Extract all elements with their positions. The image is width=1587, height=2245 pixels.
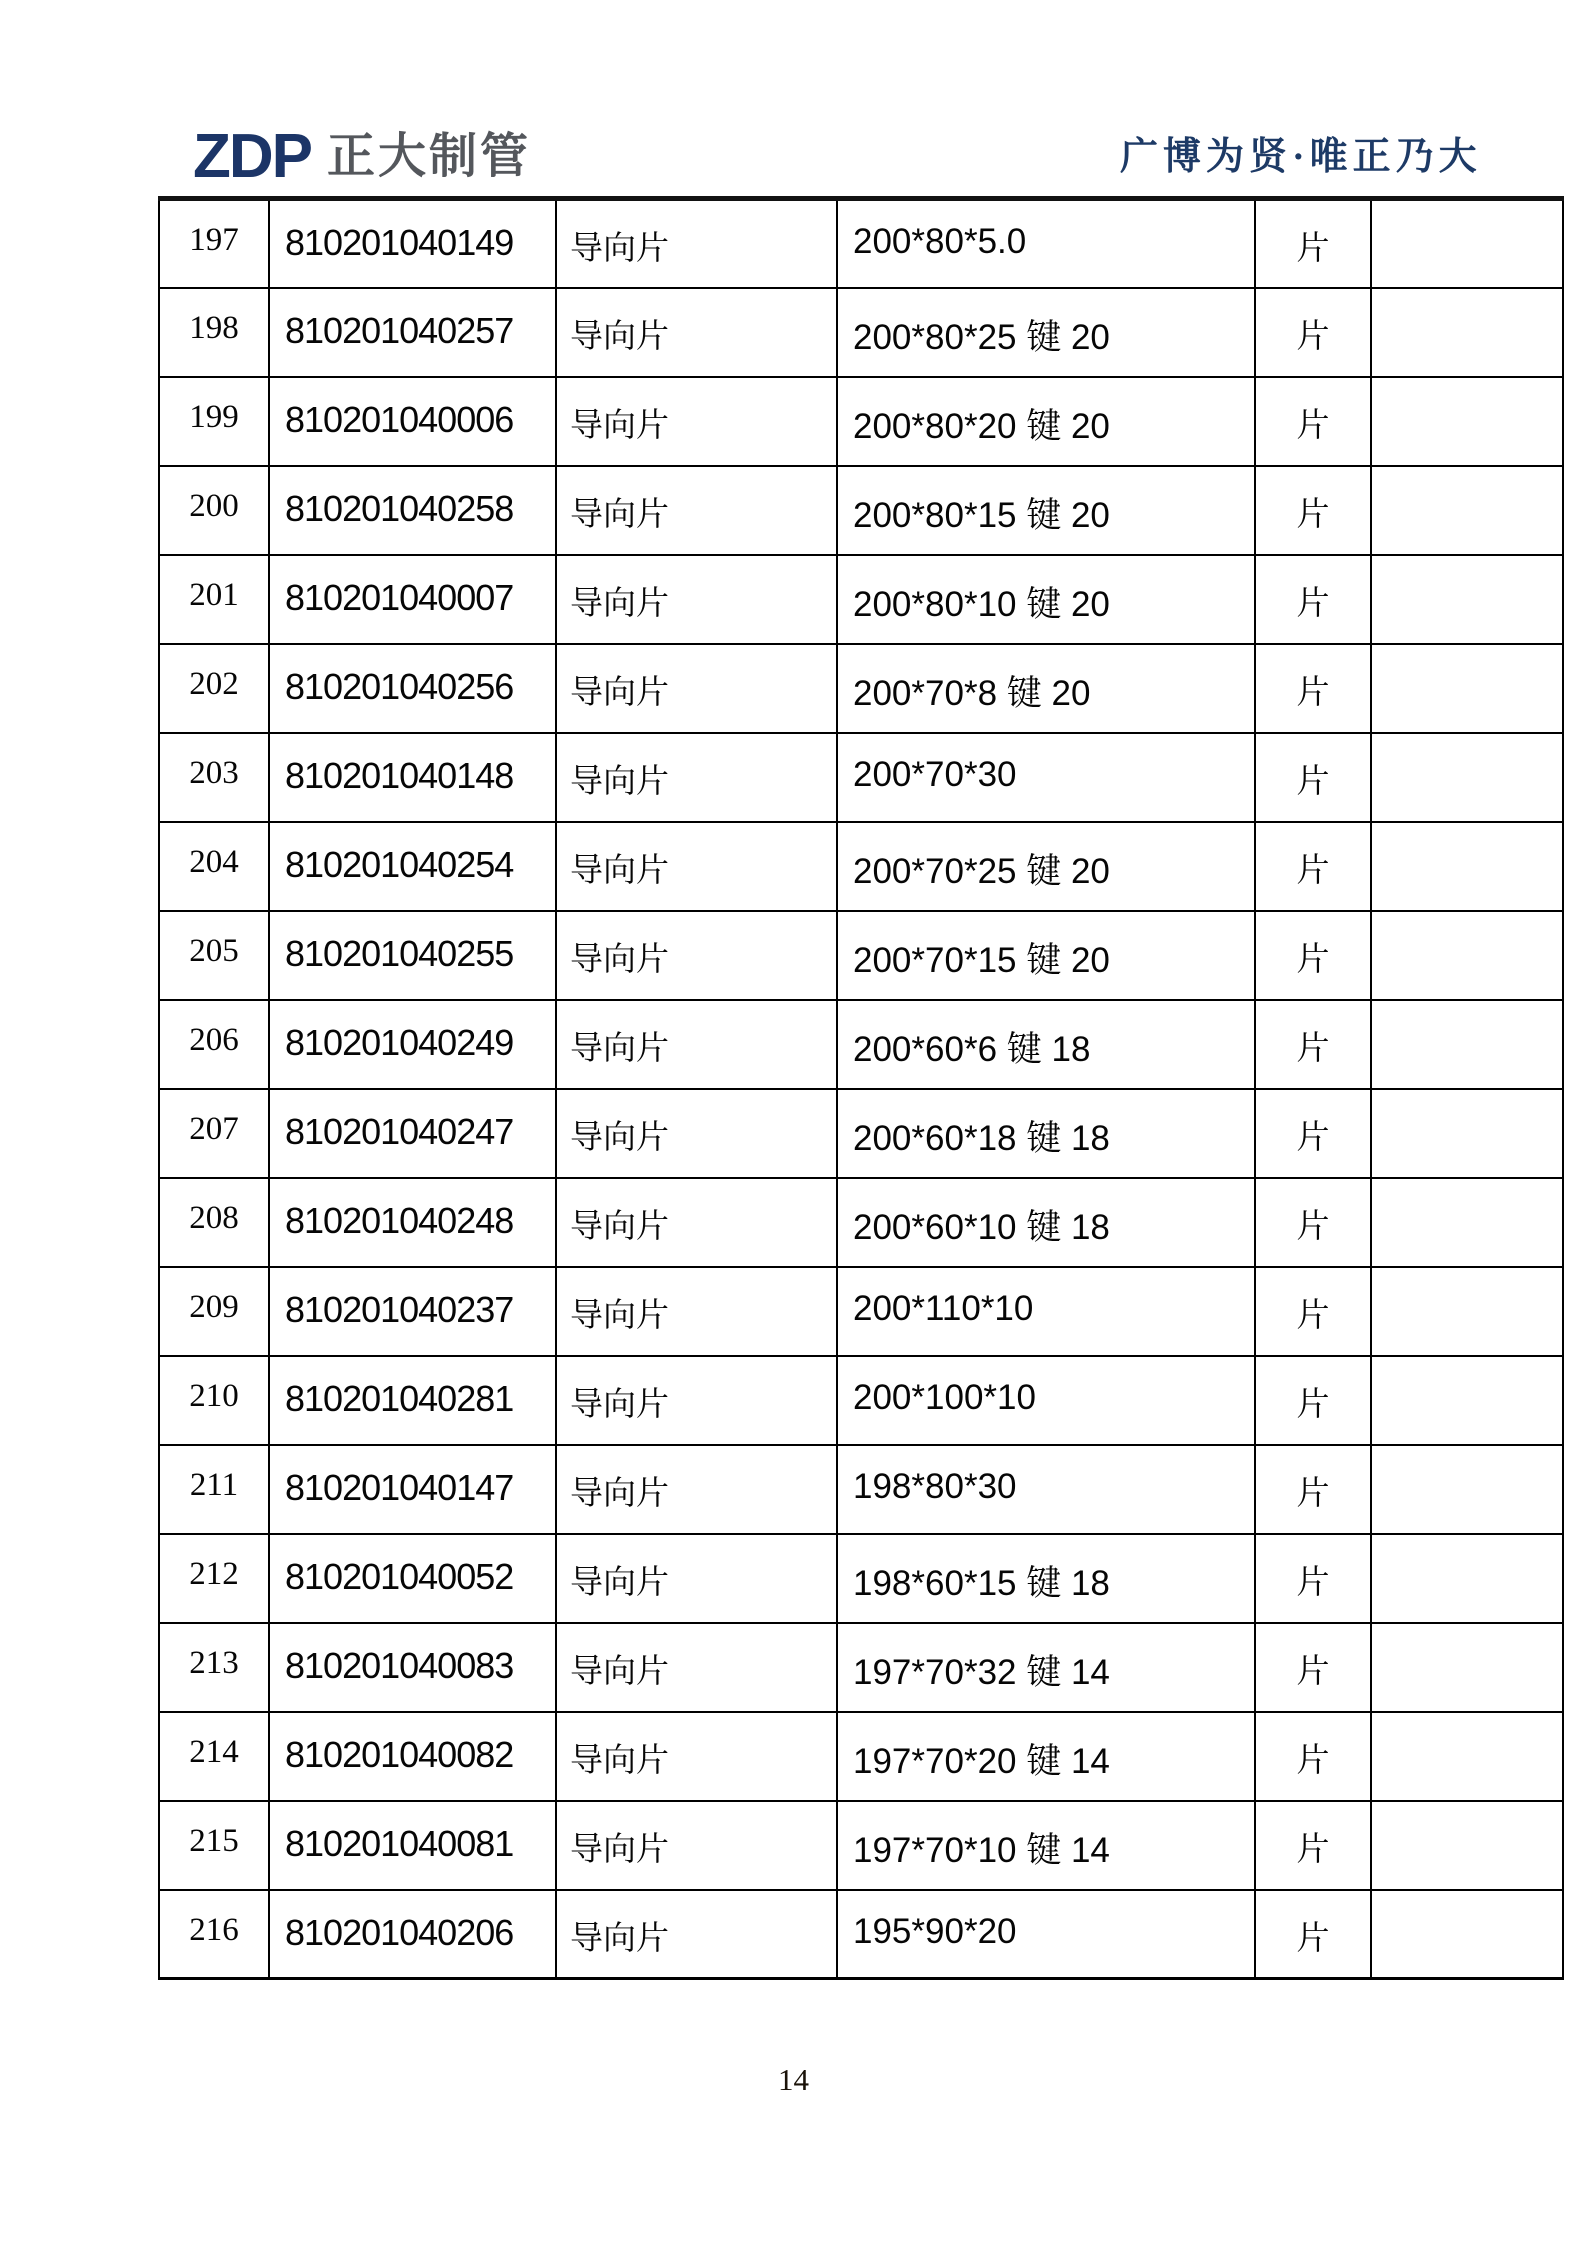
cell-row-number: 200 bbox=[159, 466, 269, 555]
page-number: 14 bbox=[778, 2062, 809, 2097]
cell-part-name: 导向片 bbox=[556, 1534, 837, 1623]
cell-spec: 195*90*20 bbox=[837, 1890, 1255, 1979]
cell-part-name: 导向片 bbox=[556, 377, 837, 466]
cell-row-number: 214 bbox=[159, 1712, 269, 1801]
cell-spec: 197*70*10 键 14 bbox=[837, 1801, 1255, 1890]
cell-spec: 200*110*10 bbox=[837, 1267, 1255, 1356]
cell-row-number: 207 bbox=[159, 1089, 269, 1178]
cell-note bbox=[1371, 466, 1563, 555]
cell-unit: 片 bbox=[1255, 911, 1371, 1000]
cell-row-number: 198 bbox=[159, 288, 269, 377]
cell-row-number: 209 bbox=[159, 1267, 269, 1356]
cell-part-code: 810201040206 bbox=[269, 1890, 556, 1979]
cell-row-number: 204 bbox=[159, 822, 269, 911]
cell-note bbox=[1371, 1356, 1563, 1445]
parts-table bbox=[158, 196, 1564, 1980]
cell-part-name: 导向片 bbox=[556, 911, 837, 1000]
cell-spec: 200*60*18 键 18 bbox=[837, 1089, 1255, 1178]
cell-spec: 200*80*10 键 20 bbox=[837, 555, 1255, 644]
cell-part-name: 导向片 bbox=[556, 1089, 837, 1178]
cell-part-code: 810201040148 bbox=[269, 733, 556, 822]
cell-part-name: 导向片 bbox=[556, 555, 837, 644]
company-name-text: 正大制管 bbox=[327, 130, 532, 183]
cell-row-number: 197 bbox=[159, 199, 269, 288]
cell-note bbox=[1371, 555, 1563, 644]
table-row bbox=[159, 1534, 1563, 1623]
table-row bbox=[159, 1623, 1563, 1712]
cell-part-code: 810201040007 bbox=[269, 555, 556, 644]
cell-part-code: 810201040255 bbox=[269, 911, 556, 1000]
cell-row-number: 205 bbox=[159, 911, 269, 1000]
cell-part-code: 810201040081 bbox=[269, 1801, 556, 1890]
cell-note bbox=[1371, 288, 1563, 377]
table-row bbox=[159, 1000, 1563, 1089]
cell-unit: 片 bbox=[1255, 1445, 1371, 1534]
cell-row-number: 213 bbox=[159, 1623, 269, 1712]
cell-row-number: 202 bbox=[159, 644, 269, 733]
cell-part-code: 810201040248 bbox=[269, 1178, 556, 1267]
cell-note bbox=[1371, 1623, 1563, 1712]
cell-part-name: 导向片 bbox=[556, 1712, 837, 1801]
company-slogan: 广博为贤·唯正乃大 bbox=[1120, 136, 1482, 178]
cell-part-code: 810201040082 bbox=[269, 1712, 556, 1801]
cell-part-name: 导向片 bbox=[556, 288, 837, 377]
cell-spec: 200*80*25 键 20 bbox=[837, 288, 1255, 377]
cell-note bbox=[1371, 1801, 1563, 1890]
table-row bbox=[159, 911, 1563, 1000]
cell-part-name: 导向片 bbox=[556, 1356, 837, 1445]
table-row bbox=[159, 555, 1563, 644]
cell-unit: 片 bbox=[1255, 1267, 1371, 1356]
cell-row-number: 215 bbox=[159, 1801, 269, 1890]
table-row bbox=[159, 1356, 1563, 1445]
table-row bbox=[159, 822, 1563, 911]
cell-spec: 200*70*15 键 20 bbox=[837, 911, 1255, 1000]
cell-part-name: 导向片 bbox=[556, 733, 837, 822]
cell-part-name: 导向片 bbox=[556, 1267, 837, 1356]
cell-part-name: 导向片 bbox=[556, 644, 837, 733]
cell-spec: 200*70*8 键 20 bbox=[837, 644, 1255, 733]
cell-note bbox=[1371, 1445, 1563, 1534]
cell-unit: 片 bbox=[1255, 288, 1371, 377]
cell-part-code: 810201040149 bbox=[269, 199, 556, 288]
cell-unit: 片 bbox=[1255, 1534, 1371, 1623]
parts-table-body bbox=[159, 199, 1563, 1979]
cell-row-number: 216 bbox=[159, 1890, 269, 1979]
table-row bbox=[159, 1178, 1563, 1267]
cell-unit: 片 bbox=[1255, 1356, 1371, 1445]
cell-spec: 197*70*20 键 14 bbox=[837, 1712, 1255, 1801]
cell-part-code: 810201040052 bbox=[269, 1534, 556, 1623]
cell-part-name: 导向片 bbox=[556, 1178, 837, 1267]
cell-row-number: 201 bbox=[159, 555, 269, 644]
cell-part-name: 导向片 bbox=[556, 1445, 837, 1534]
cell-part-code: 810201040247 bbox=[269, 1089, 556, 1178]
table-row bbox=[159, 1801, 1563, 1890]
cell-unit: 片 bbox=[1255, 466, 1371, 555]
cell-note bbox=[1371, 1267, 1563, 1356]
cell-part-code: 810201040083 bbox=[269, 1623, 556, 1712]
cell-part-name: 导向片 bbox=[556, 199, 837, 288]
table-row bbox=[159, 1089, 1563, 1178]
cell-note bbox=[1371, 1712, 1563, 1801]
cell-row-number: 212 bbox=[159, 1534, 269, 1623]
cell-part-code: 810201040249 bbox=[269, 1000, 556, 1089]
cell-part-name: 导向片 bbox=[556, 1801, 837, 1890]
cell-part-code: 810201040281 bbox=[269, 1356, 556, 1445]
cell-part-name: 导向片 bbox=[556, 822, 837, 911]
cell-unit: 片 bbox=[1255, 1000, 1371, 1089]
cell-row-number: 203 bbox=[159, 733, 269, 822]
cell-part-name: 导向片 bbox=[556, 1890, 837, 1979]
cell-part-name: 导向片 bbox=[556, 466, 837, 555]
cell-unit: 片 bbox=[1255, 1178, 1371, 1267]
cell-unit: 片 bbox=[1255, 644, 1371, 733]
cell-unit: 片 bbox=[1255, 822, 1371, 911]
zdp-logo-text: ZDP bbox=[193, 122, 311, 191]
table-row bbox=[159, 377, 1563, 466]
cell-note bbox=[1371, 733, 1563, 822]
cell-row-number: 199 bbox=[159, 377, 269, 466]
cell-note bbox=[1371, 1534, 1563, 1623]
cell-unit: 片 bbox=[1255, 199, 1371, 288]
cell-spec: 198*80*30 bbox=[837, 1445, 1255, 1534]
cell-note bbox=[1371, 1178, 1563, 1267]
table-row bbox=[159, 199, 1563, 288]
cell-note bbox=[1371, 1089, 1563, 1178]
cell-unit: 片 bbox=[1255, 1712, 1371, 1801]
cell-note bbox=[1371, 911, 1563, 1000]
table-row bbox=[159, 733, 1563, 822]
cell-unit: 片 bbox=[1255, 733, 1371, 822]
cell-unit: 片 bbox=[1255, 377, 1371, 466]
cell-unit: 片 bbox=[1255, 555, 1371, 644]
table-row bbox=[159, 288, 1563, 377]
cell-row-number: 206 bbox=[159, 1000, 269, 1089]
table-row bbox=[159, 1445, 1563, 1534]
cell-note bbox=[1371, 377, 1563, 466]
table-row bbox=[159, 466, 1563, 555]
cell-spec: 200*80*5.0 bbox=[837, 199, 1255, 288]
cell-unit: 片 bbox=[1255, 1801, 1371, 1890]
table-row bbox=[159, 1890, 1563, 1979]
cell-part-code: 810201040006 bbox=[269, 377, 556, 466]
cell-note bbox=[1371, 199, 1563, 288]
cell-spec: 197*70*32 键 14 bbox=[837, 1623, 1255, 1712]
cell-row-number: 210 bbox=[159, 1356, 269, 1445]
cell-spec: 200*80*20 键 20 bbox=[837, 377, 1255, 466]
table-row bbox=[159, 644, 1563, 733]
table-row bbox=[159, 1712, 1563, 1801]
cell-spec: 200*60*10 键 18 bbox=[837, 1178, 1255, 1267]
cell-spec: 200*60*6 键 18 bbox=[837, 1000, 1255, 1089]
cell-part-code: 810201040237 bbox=[269, 1267, 556, 1356]
cell-row-number: 211 bbox=[159, 1445, 269, 1534]
cell-part-code: 810201040254 bbox=[269, 822, 556, 911]
cell-part-code: 810201040258 bbox=[269, 466, 556, 555]
cell-part-name: 导向片 bbox=[556, 1623, 837, 1712]
cell-part-code: 810201040257 bbox=[269, 288, 556, 377]
cell-note bbox=[1371, 1000, 1563, 1089]
company-logo bbox=[193, 122, 532, 191]
cell-part-code: 810201040256 bbox=[269, 644, 556, 733]
cell-part-name: 导向片 bbox=[556, 1000, 837, 1089]
cell-unit: 片 bbox=[1255, 1089, 1371, 1178]
cell-note bbox=[1371, 1890, 1563, 1979]
cell-part-code: 810201040147 bbox=[269, 1445, 556, 1534]
page-footer bbox=[0, 2062, 1587, 2098]
cell-row-number: 208 bbox=[159, 1178, 269, 1267]
cell-unit: 片 bbox=[1255, 1890, 1371, 1979]
cell-spec: 200*80*15 键 20 bbox=[837, 466, 1255, 555]
cell-spec: 200*70*25 键 20 bbox=[837, 822, 1255, 911]
cell-spec: 198*60*15 键 18 bbox=[837, 1534, 1255, 1623]
cell-spec: 200*100*10 bbox=[837, 1356, 1255, 1445]
cell-note bbox=[1371, 644, 1563, 733]
cell-unit: 片 bbox=[1255, 1623, 1371, 1712]
table-row bbox=[159, 1267, 1563, 1356]
cell-spec: 200*70*30 bbox=[837, 733, 1255, 822]
cell-note bbox=[1371, 822, 1563, 911]
